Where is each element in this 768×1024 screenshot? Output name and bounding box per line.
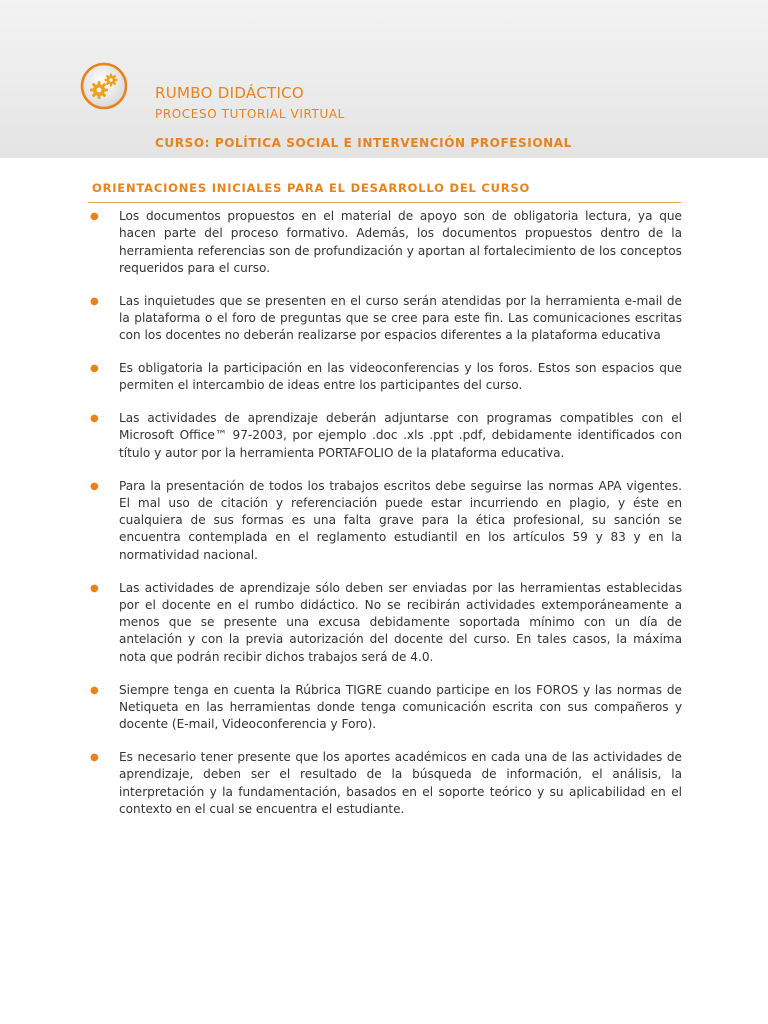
course-name: POLÍTICA SOCIAL E INTERVENCIÓN PROFESIONAL xyxy=(214,136,572,150)
list-item xyxy=(88,293,682,345)
section-title: ORIENTACIONES INICIALES PARA EL DESARROLLO DEL CURSO xyxy=(92,181,531,195)
header-subtitle: PROCESO TUTORIAL VIRTUAL xyxy=(155,107,345,121)
course-line xyxy=(155,136,572,150)
gears-icon xyxy=(80,62,128,110)
course-label: CURSO: xyxy=(155,136,211,150)
list-item-text: Para la presentación de todos los trabajos escritos debe seguirse las normas APA vigentes. El mal uso de citación y referenciación puede estar incurriendo en plagio, y éste en cualquiera de sus formas es una falta grave para la ética profesional, su sanción se encuentra contemplada en el reglamento estudiantil en los artículos 59 y 83 y en la normatividad nacional. xyxy=(119,478,682,562)
bullet-icon: ● xyxy=(90,211,99,222)
bullet-icon: ● xyxy=(90,582,99,594)
bullet-icon: ● xyxy=(90,413,99,425)
bullet-icon: ● xyxy=(90,363,99,375)
bullet-icon: ● xyxy=(90,295,99,307)
list-item xyxy=(88,682,682,734)
list-item-text: Las inquietudes que se presenten en el curso serán atendidas por la herramienta e-mail de la plataforma o el foro de preguntas que se cree para este fin. Las comunicaciones escritas con los docentes no deberán realizarse por espacios diferentes a la plataforma educativa xyxy=(119,293,682,343)
list-item-text: Es obligatoria la participación en las videoconferencias y los foros. Estos son espacios que permiten el intercambio de ideas entre los participantes del curso. xyxy=(119,361,682,393)
document-header xyxy=(0,0,768,158)
list-item xyxy=(88,580,682,666)
list-item-text: Es necesario tener presente que los aportes académicos en cada una de las actividades de aprendizaje, deben ser el resultado de la búsqueda de información, el análisis, la interpretación y la fundamentación, basados en el soporte teórico y su aplicabilidad en el contexto en el cual se encuentra el estudiante. xyxy=(119,749,682,816)
header-title: RUMBO DIDÁCTICO xyxy=(155,84,305,102)
list-item-text: Siempre tenga en cuenta la Rúbrica TIGRE cuando participe en los FOROS y las normas de Netiqueta en las herramientas donde tenga comunicación escrita con sus compañeros y docente (E-mail, Videoconferencia y Foro). xyxy=(119,682,682,732)
bullet-icon: ● xyxy=(90,684,99,696)
list-item xyxy=(88,360,682,395)
list-item-text: Las actividades de aprendizaje deberán adjuntarse con programas compatibles con el Microsoft Office™ 97-2003, por ejemplo .doc .xls .ppt .pdf, debidamente identificados con título y autor por la herramienta PORTAFOLIO de la plataforma educativa. xyxy=(119,411,682,460)
list-item xyxy=(88,478,682,564)
list-item-text: Los documentos propuestos en el material de apoyo son de obligatoria lectura, ya que hacen parte del proceso formativo. Además, los documentos propuestos dentro de la herramienta referencias son de profundización y aportan al fortalecimiento de los conceptos requeridos para el curso. xyxy=(119,209,682,275)
orientations-list xyxy=(88,208,682,834)
section-divider xyxy=(88,202,681,203)
bullet-icon: ● xyxy=(90,751,99,763)
list-item xyxy=(88,749,682,818)
list-item xyxy=(88,208,682,277)
bullet-icon: ● xyxy=(90,480,99,492)
list-item xyxy=(88,410,682,462)
list-item-text: Las actividades de aprendizaje sólo deben ser enviadas por las herramientas establecidas por el docente en el rumbo didáctico. No se recibirán actividades extemporáneamente a menos que se presente una excusa debidamente soportada mínimo con un día de antelación y con la previa autorización del docente del curso. En tales casos, la máxima nota que podrán recibir dichos trabajos será de 4.0. xyxy=(119,580,682,664)
